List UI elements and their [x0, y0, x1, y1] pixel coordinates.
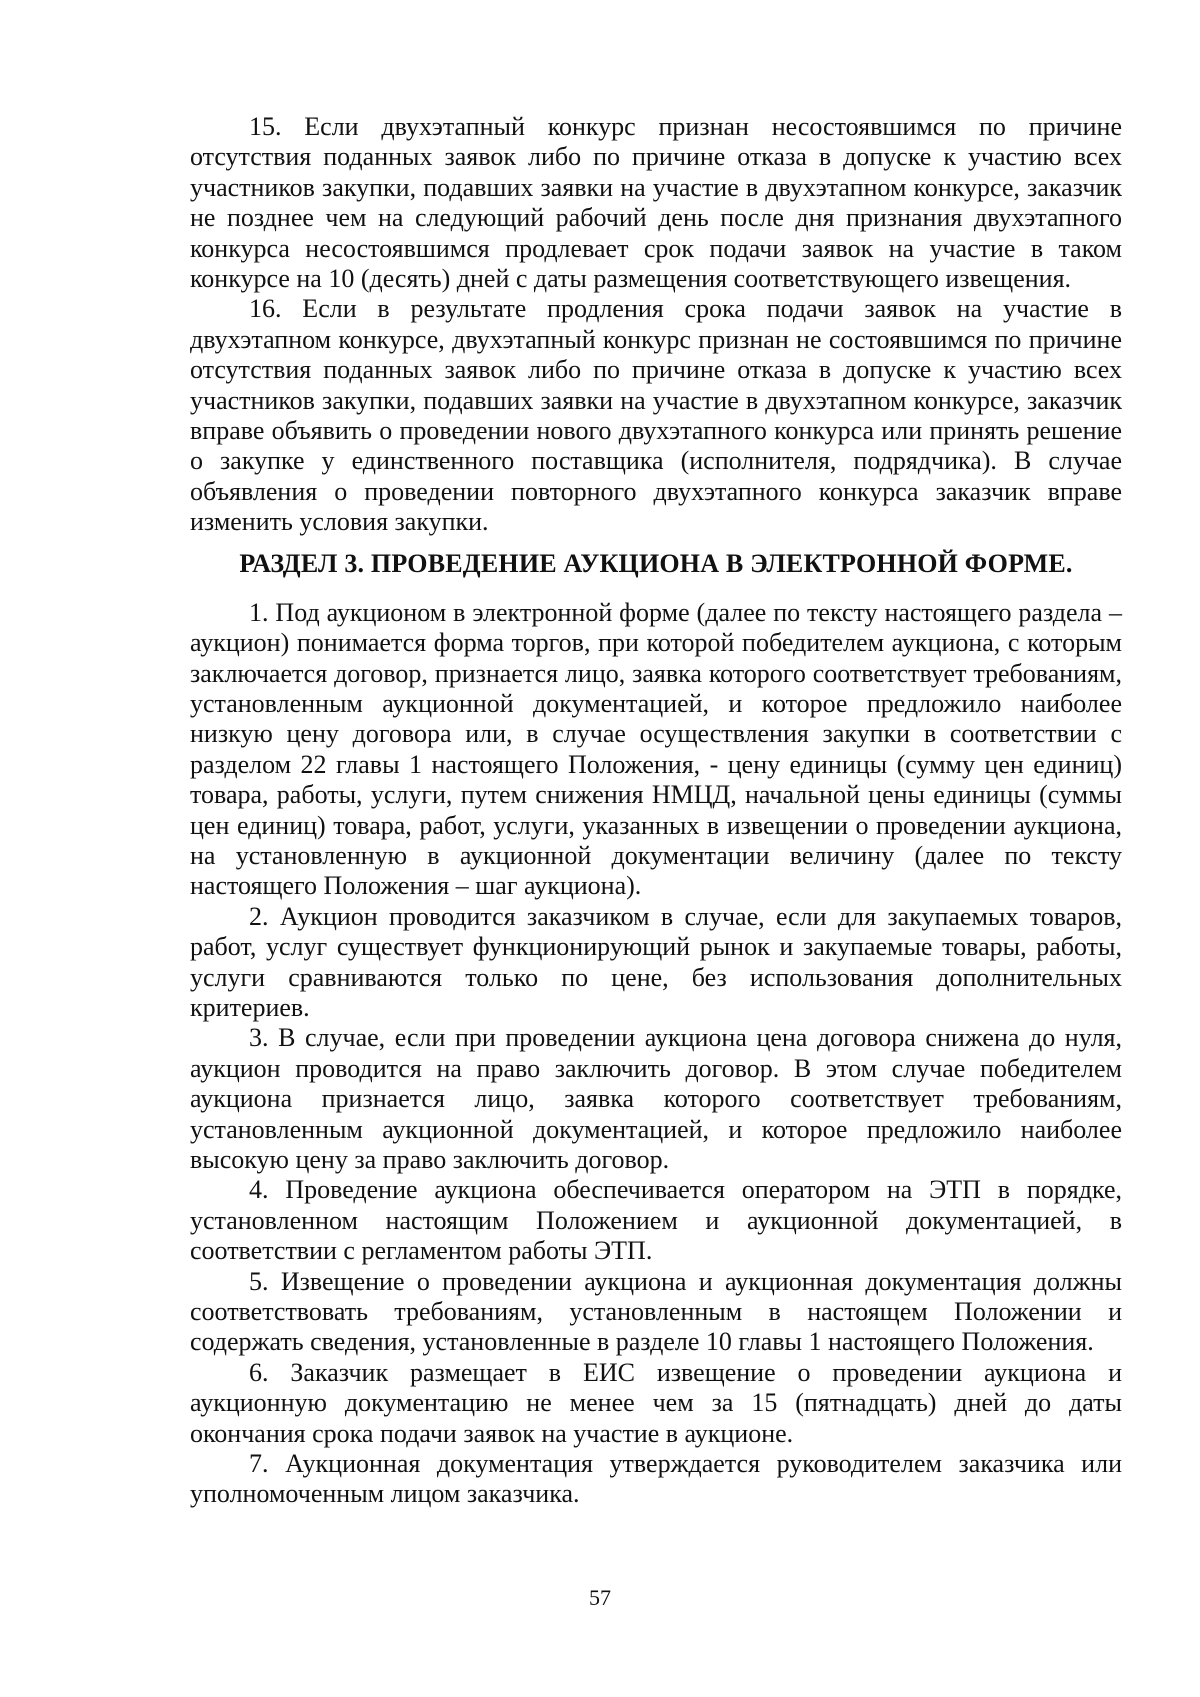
page-number: 57	[589, 1585, 611, 1610]
paragraph-16: 16. Если в результате продления срока подачи заявок на участие в двухэтапном конкурсе, двухэтапный конкурс признан не состоявшимся по причине отсутствия поданных заявок либо по причине отказа в допуске к участию всех участников закупки, подавших заявки на участие в двухэтапном конкурсе, заказчик вправе объявить о проведении нового двухэтапного конкурса или принять решение о закупке у единственного поставщика (исполнителя, подрядчика). В случае объявления о проведении повторного двухэтапного конкурса заказчик вправе изменить условия закупки.	[190, 294, 1122, 537]
section-paragraph-6: 6. Заказчик размещает в ЕИС извещение о проведении аукциона и аукционную документацию не менее чем за 15 (пятнадцать) дней до даты окончания срока подачи заявок на участие в аукционе.	[190, 1357, 1122, 1448]
section-paragraph-3: 3. В случае, если при проведении аукциона цена договора снижена до нуля, аукцион проводится на право заключить договор. В этом случае победителем аукциона признается лицо, заявка которого соответствует требованиям, установленным аукционной документацией, и которое предложило наиболее высокую цену за право заключить договор.	[190, 1023, 1122, 1174]
section-paragraph-5: 5. Извещение о проведении аукциона и аукционная документация должны соответствовать требованиям, установленным в настоящем Положении и содержать сведения, установленные в разделе 10 главы 1 настоящего Положения.	[190, 1266, 1122, 1357]
document-page	[190, 112, 1122, 1510]
section-paragraph-4: 4. Проведение аукциона обеспечивается оператором на ЭТП в порядке, установленном настоящим Положением и аукционной документацией, в соответствии с регламентом работы ЭТП.	[190, 1175, 1122, 1266]
section-paragraph-7: 7. Аукционная документация утверждается руководителем заказчика или уполномоченным лицом заказчика.	[190, 1449, 1122, 1509]
section-paragraph-2: 2. Аукцион проводится заказчиком в случае, если для закупаемых товаров, работ, услуг существует функционирующий рынок и закупаемые товары, работы, услуги сравниваются только по цене, без использования дополнительных критериев.	[190, 901, 1122, 1022]
section-title: РАЗДЕЛ 3. ПРОВЕДЕНИЕ АУКЦИОНА В ЭЛЕКТРОННОЙ ФОРМЕ.	[239, 548, 1073, 578]
paragraph-15: 15. Если двухэтапный конкурс признан несостоявшимся по причине отсутствия поданных заявок либо по причине отказа в допуске к участию всех участников закупки, подавших заявки на участие в двухэтапном конкурсе, заказчик не позднее чем на следующий рабочий день после дня признания двухэтапного конкурса несостоявшимся продлевает срок подачи заявок на участие в таком конкурсе на 10 (десять) дней с даты размещения соответствующего извещения.	[190, 112, 1122, 294]
section-paragraph-1: 1. Под аукционом в электронной форме (далее по тексту настоящего раздела – аукцион) понимается форма торгов, при которой победителем аукциона, с которым заключается договор, признается лицо, заявка которого соответствует требованиям, установленным аукционной документацией, и которое предложило наиболее низкую цену договора или, в случае осуществления закупки в соответствии с разделом 22 главы 1 настоящего Положения, - цену единицы (сумму цен единиц) товара, работы, услуги, путем снижения НМЦД, начальной цены единицы (суммы цен единиц) товара, работ, услуги, указанных в извещении о проведении аукциона, на установленную в аукционной документации величину (далее по тексту настоящего Положения – шаг аукциона).	[190, 597, 1122, 901]
